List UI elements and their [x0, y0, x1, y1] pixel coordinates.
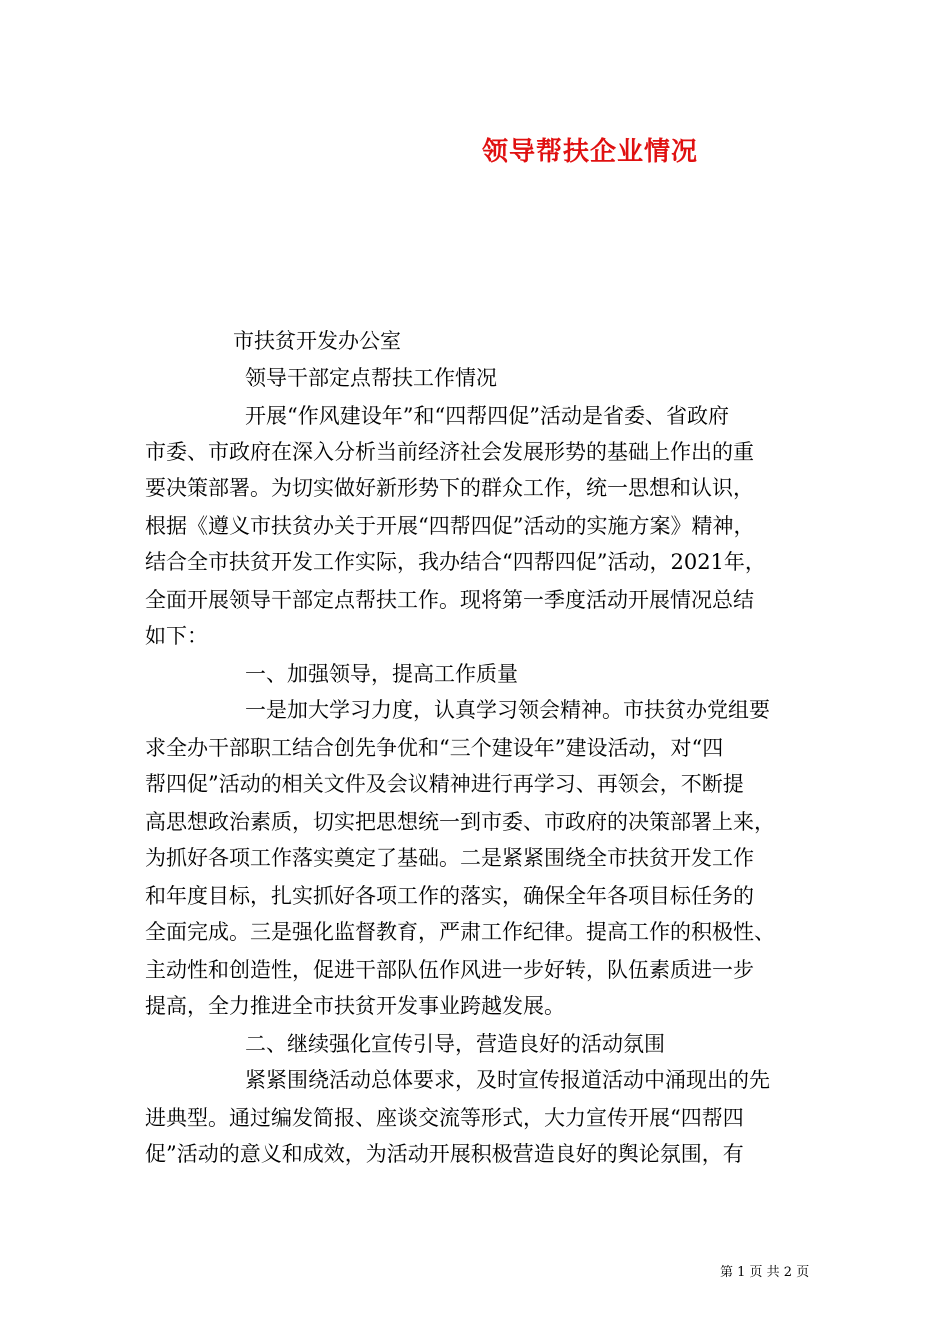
text-line: 全面开展领导干部定点帮扶工作。现将第一季度活动开展情况总结	[145, 588, 754, 612]
section-heading: 一、加强领导，提高工作质量	[245, 662, 518, 686]
page-footer: 第 1 页 共 2 页	[720, 1265, 810, 1280]
section-heading: 二、继续强化宣传引导，营造良好的活动氛围	[245, 1032, 665, 1056]
text-line: 开展“作风建设年”和“四帮四促”活动是省委、省政府	[245, 404, 729, 428]
text-line: 主动性和创造性，促进干部队伍作风进一步好转，队伍素质进一步	[145, 958, 754, 982]
text-line: 领导干部定点帮扶工作情况	[245, 366, 497, 390]
text-line: 高思想政治素质，切实把思想统一到市委、市政府的决策部署上来，	[145, 810, 775, 834]
text-line: 求全办干部职工结合创先争优和“三个建设年”建设活动，对“四	[145, 736, 724, 760]
text-line: 为抓好各项工作落实奠定了基础。二是紧紧围绕全市扶贫开发工作	[145, 846, 754, 870]
text-line: 要决策部署。为切实做好新形势下的群众工作，统一思想和认识，	[145, 476, 754, 500]
text-line: 市扶贫开发办公室	[233, 329, 401, 353]
document-title: 领导帮扶企业情况	[481, 137, 698, 167]
text-line: 全面完成。三是强化监督教育，严肃工作纪律。提高工作的积极性、	[145, 920, 775, 944]
text-line: 促”活动的意义和成效，为活动开展积极营造良好的舆论氛围，有	[145, 1142, 744, 1166]
text-line: 和年度目标，扎实抓好各项工作的落实，确保全年各项目标任务的	[145, 884, 754, 908]
text-line: 紧紧围绕活动总体要求，及时宣传报道活动中涌现出的先	[245, 1068, 770, 1092]
text-line: 根据《遵义市扶贫办关于开展“四帮四促”活动的实施方案》精神，	[145, 514, 755, 538]
text-line: 一是加大学习力度，认真学习领会精神。市扶贫办党组要	[245, 698, 770, 722]
text-line: 市委、市政府在深入分析当前经济社会发展形势的基础上作出的重	[145, 440, 754, 464]
text-line: 进典型。通过编发简报、座谈交流等形式，大力宣传开展“四帮四	[145, 1106, 744, 1130]
text-line: 结合全市扶贫开发工作实际，我办结合“四帮四促”活动，2021年，	[145, 550, 766, 574]
text-line: 提高，全力推进全市扶贫开发事业跨越发展。	[145, 994, 565, 1018]
text-line: 如下：	[145, 624, 208, 648]
text-line: 帮四促”活动的相关文件及会议精神进行再学习、再领会，不断提	[145, 772, 744, 796]
